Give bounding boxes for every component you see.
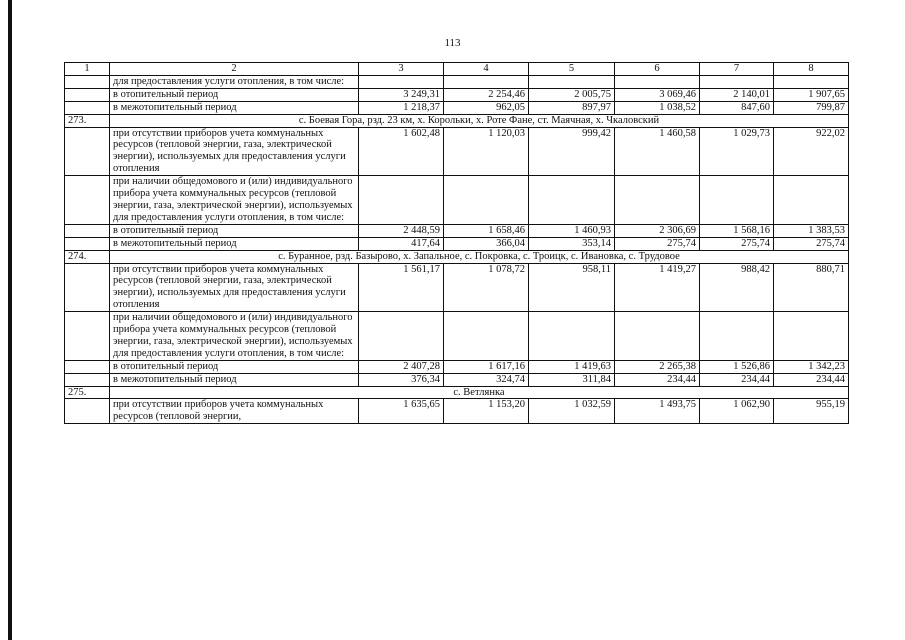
empty-index-cell <box>65 127 110 176</box>
tariff-value: 234,44 <box>700 373 774 386</box>
column-number: 7 <box>700 63 774 76</box>
tariff-value: 1 561,17 <box>359 263 444 312</box>
tariff-value: 353,14 <box>529 237 615 250</box>
tariff-value: 366,04 <box>444 237 529 250</box>
tariff-value: 847,60 <box>700 101 774 114</box>
tariff-value: 417,64 <box>359 237 444 250</box>
tariff-value <box>774 176 849 225</box>
empty-index-cell <box>65 101 110 114</box>
tariff-value: 1 617,16 <box>444 360 529 373</box>
tariff-value <box>700 75 774 88</box>
row-label: в отопительный период <box>110 360 359 373</box>
tariff-value: 2 407,28 <box>359 360 444 373</box>
tariff-value: 275,74 <box>700 237 774 250</box>
tariff-row <box>65 88 849 101</box>
tariff-value <box>444 176 529 225</box>
page-number: 113 <box>444 37 461 49</box>
locality-name: с. Буранное, рзд. Базырово, х. Запальное, с. Покровка, с. Троицк, с. Ивановка, с. Трудовое <box>110 250 849 263</box>
tariff-value: 2 140,01 <box>700 88 774 101</box>
row-label: в отопительный период <box>110 224 359 237</box>
column-number: 8 <box>774 63 849 76</box>
empty-index-cell <box>65 237 110 250</box>
column-number: 1 <box>65 63 110 76</box>
tariff-value: 962,05 <box>444 101 529 114</box>
tariff-value: 234,44 <box>774 373 849 386</box>
tariff-value <box>529 75 615 88</box>
column-number: 2 <box>110 63 359 76</box>
tariff-value: 1 635,65 <box>359 399 444 424</box>
description-row <box>65 176 849 225</box>
tariff-value: 799,87 <box>774 101 849 114</box>
tariff-value: 1 658,46 <box>444 224 529 237</box>
tariff-value: 1 568,16 <box>700 224 774 237</box>
empty-index-cell <box>65 312 110 361</box>
locality-name: с. Боевая Гора, рзд. 23 км, х. Корольки, х. Роте Фане, ст. Маячная, х. Чкаловский <box>110 114 849 127</box>
tariff-value <box>615 176 700 225</box>
tariff-value: 324,74 <box>444 373 529 386</box>
column-number-row <box>65 63 849 76</box>
row-label: в отопительный период <box>110 88 359 101</box>
row-label: для предоставления услуги отопления, в том числе: <box>110 75 359 88</box>
tariff-value: 376,34 <box>359 373 444 386</box>
column-number: 6 <box>615 63 700 76</box>
tariff-value <box>774 75 849 88</box>
locality-group-row <box>65 250 849 263</box>
binding-edge <box>8 0 12 640</box>
tariff-value <box>359 312 444 361</box>
row-label: при наличии общедомового и (или) индивидуального прибора учета коммунальных ресурсов (тепловой энергии, газа, электрической энергии), используемых для предоставления услуги отопления, в том числе: <box>110 176 359 225</box>
row-label: при отсутствии приборов учета коммунальных ресурсов (тепловой энергии, газа, электрической энергии), используемых для предоставления услуги отопления <box>110 263 359 312</box>
tariff-value <box>359 176 444 225</box>
empty-index-cell <box>65 224 110 237</box>
tariff-value: 880,71 <box>774 263 849 312</box>
tariff-value: 1 029,73 <box>700 127 774 176</box>
column-number: 4 <box>444 63 529 76</box>
empty-index-cell <box>65 75 110 88</box>
empty-index-cell <box>65 360 110 373</box>
tariff-row <box>65 127 849 176</box>
row-label: при отсутствии приборов учета коммунальных ресурсов (тепловой энергии, <box>110 399 359 424</box>
tariff-value: 275,74 <box>774 237 849 250</box>
tariff-value: 311,84 <box>529 373 615 386</box>
empty-index-cell <box>65 373 110 386</box>
tariff-value: 1 383,53 <box>774 224 849 237</box>
tariff-value: 1 153,20 <box>444 399 529 424</box>
tariff-value <box>444 75 529 88</box>
tariff-value <box>444 312 529 361</box>
locality-group-row <box>65 114 849 127</box>
tariff-value: 955,19 <box>774 399 849 424</box>
tariff-table <box>64 62 849 424</box>
tariff-row <box>65 263 849 312</box>
tariff-value: 1 419,63 <box>529 360 615 373</box>
tariff-value: 958,11 <box>529 263 615 312</box>
tariff-value: 3 069,46 <box>615 88 700 101</box>
tariff-value <box>700 312 774 361</box>
locality-name: с. Ветлянка <box>110 386 849 399</box>
tariff-value: 2 448,59 <box>359 224 444 237</box>
tariff-value: 1 032,59 <box>529 399 615 424</box>
tariff-value: 1 460,93 <box>529 224 615 237</box>
tariff-value: 234,44 <box>615 373 700 386</box>
row-label: при отсутствии приборов учета коммунальных ресурсов (тепловой энергии, газа, электрической энергии), используемых для предоставления услуги отопления <box>110 127 359 176</box>
tariff-value: 1 602,48 <box>359 127 444 176</box>
tariff-value: 1 460,58 <box>615 127 700 176</box>
tariff-value <box>529 312 615 361</box>
tariff-value: 1 493,75 <box>615 399 700 424</box>
empty-index-cell <box>65 176 110 225</box>
row-label: в межотопительный период <box>110 237 359 250</box>
tariff-value: 999,42 <box>529 127 615 176</box>
column-number: 3 <box>359 63 444 76</box>
tariff-value: 897,97 <box>529 101 615 114</box>
tariff-value <box>359 75 444 88</box>
locality-group-row <box>65 386 849 399</box>
empty-index-cell <box>65 88 110 101</box>
tariff-value: 1 038,52 <box>615 101 700 114</box>
tariff-value: 2 005,75 <box>529 88 615 101</box>
tariff-value <box>615 312 700 361</box>
tariff-value: 988,42 <box>700 263 774 312</box>
tariff-row <box>65 224 849 237</box>
row-label: в межотопительный период <box>110 373 359 386</box>
tariff-row <box>65 360 849 373</box>
tariff-value: 1 342,23 <box>774 360 849 373</box>
tariff-value: 1 218,37 <box>359 101 444 114</box>
tariff-value: 1 526,86 <box>700 360 774 373</box>
tariff-value <box>700 176 774 225</box>
tariff-value: 3 249,31 <box>359 88 444 101</box>
row-index: 273. <box>65 114 110 127</box>
tariff-value: 2 254,46 <box>444 88 529 101</box>
tariff-value: 1 120,03 <box>444 127 529 176</box>
row-label: при наличии общедомового и (или) индивидуального прибора учета коммунальных ресурсов (тепловой энергии, газа, электрической энергии), используемых для предоставления услуги отопления, в том числе: <box>110 312 359 361</box>
row-label: в межотопительный период <box>110 101 359 114</box>
description-row <box>65 312 849 361</box>
empty-index-cell <box>65 263 110 312</box>
tariff-value: 2 265,38 <box>615 360 700 373</box>
tariff-row <box>65 101 849 114</box>
column-number: 5 <box>529 63 615 76</box>
row-index: 274. <box>65 250 110 263</box>
tariff-value: 1 062,90 <box>700 399 774 424</box>
description-row <box>65 75 849 88</box>
tariff-value: 275,74 <box>615 237 700 250</box>
tariff-value: 2 306,69 <box>615 224 700 237</box>
tariff-value <box>615 75 700 88</box>
tariff-value: 1 078,72 <box>444 263 529 312</box>
tariff-value: 1 907,65 <box>774 88 849 101</box>
tariff-row <box>65 237 849 250</box>
empty-index-cell <box>65 399 110 424</box>
tariff-value: 1 419,27 <box>615 263 700 312</box>
tariff-row <box>65 373 849 386</box>
tariff-row <box>65 399 849 424</box>
tariff-value <box>774 312 849 361</box>
tariff-value: 922,02 <box>774 127 849 176</box>
tariff-value <box>529 176 615 225</box>
row-index: 275. <box>65 386 110 399</box>
